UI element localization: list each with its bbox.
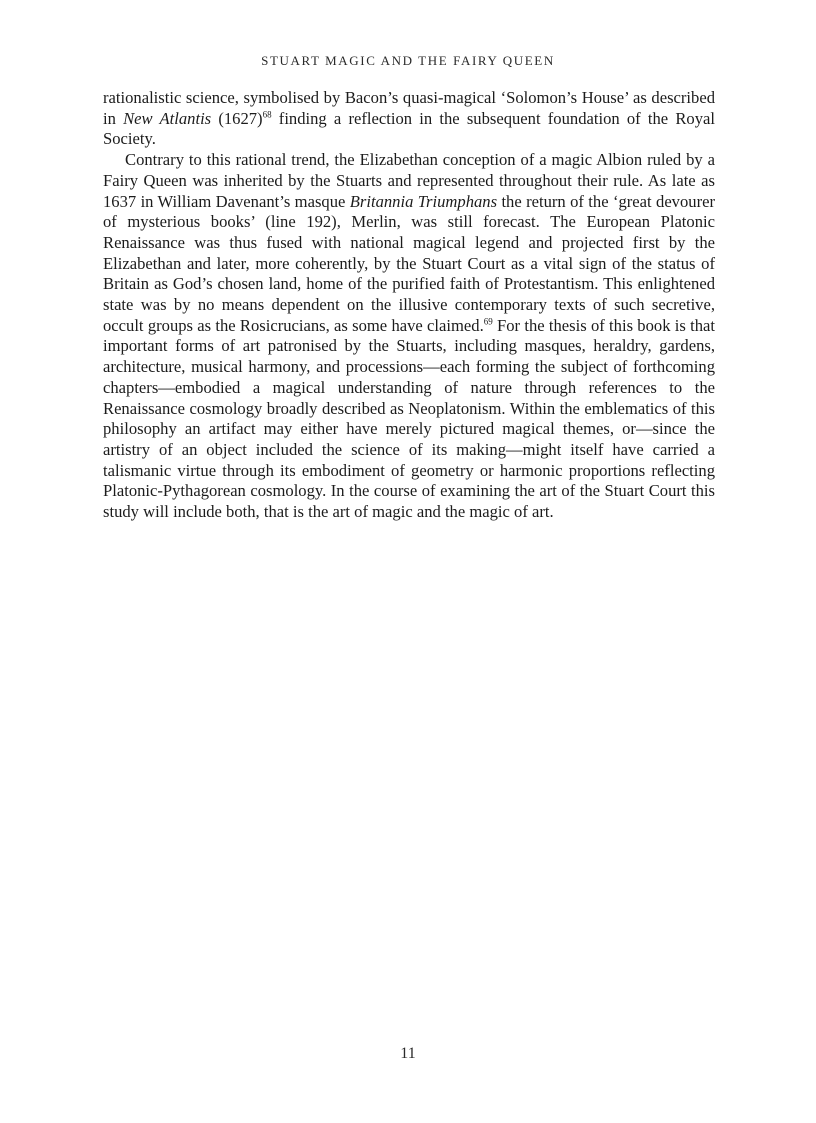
title-new-atlantis: New Atlantis [123, 108, 212, 128]
paragraph-1-text-1: rationalistic science, symbolised by Bacon’s quasi-magical ‘Solomon’s House’ as described in [103, 88, 715, 128]
paragraph-1 [103, 88, 715, 150]
body-text [103, 88, 715, 523]
paragraph-2 [103, 150, 715, 523]
paragraph-2-text-1: Contrary to this rational trend, the Elizabethan conception of a magic Albion ruled by a Fairy Queen was inherited by the Stuarts and represented throughout their rule. As late as 1637 in William Davenant’s masque [103, 150, 715, 211]
paragraph-2-text-2: the return of the ‘great devourer of mysterious books’ (line 192), Merlin, was still forecast. The European Platonic Renaissance was thus fused with national magical legend and projected first by the Elizabethan and later, more coherently, by the Stuart Court as a vital sign of the status of Britain as God’s chosen land, home of the purified faith of Protestantism. This enlightened state was by no means dependent on the illusive contemporary texts of such secretive, occult groups as the Rosicrucians, as some have claimed. [103, 191, 715, 335]
paragraph-1-text-3: finding a reflection in the subsequent foundation of the Royal Society. [103, 108, 715, 149]
paragraph-1-text-2: (1627) [211, 108, 263, 128]
running-head: STUART MAGIC AND THE FAIRY QUEEN [261, 53, 555, 68]
footnote-ref-69[interactable]: 69 [483, 316, 493, 327]
footnote-ref-68[interactable]: 68 [262, 109, 272, 120]
page-number: 11 [400, 1045, 416, 1062]
title-britannia-triumphans: Britannia Triumphans [349, 191, 498, 211]
paragraph-2-text-3: For the thesis of this book is that important forms of art patronised by the Stuarts, including masques, heraldry, gardens, architecture, musical harmony, and processions—each forming the subject of forthcoming chapters—embodied a magical understanding of nature through references to the Renaissance cosmology broadly described as Neoplatonism. Within the emblematics of this philosophy an artifact may either have merely pictured magical themes, or—since the artistry of an object included the science of its making—might itself have carried a talismanic virtue through its embodiment of geometry or harmonic proportions reflecting Platonic-Pythagorean cosmology. In the course of examining the art of the Stuart Court this study will include both, that is the art of magic and the magic of art. [103, 315, 715, 522]
